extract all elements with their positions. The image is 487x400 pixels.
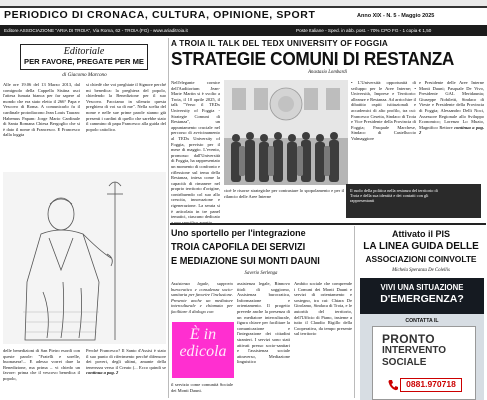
sportello-text-col1-bottom: il servizio come comunità Sociale dei Monti Dauni. <box>171 382 233 393</box>
editorial-header-box <box>20 44 148 70</box>
masthead-tagline: PERIODICO DI CRONACA, CULTURA, OPINIONE, SPORT <box>4 9 316 21</box>
editorial-text-left: Alle ore 19.06 del 13 Marzo 2013, dal comignolo della Cappella Sistina usci l'attesa fumata bianca per far sapere al mondo che era stato eletto il 266° Papa e Vescovo di Roma. A comunicarlo fu il cardinale protodiacono Jean Louis Tauran: Habemus Papam: Jorge Mario Cardinale di Santa Romana Chiesa Bergoglio che si è dato il nome di Francesco. E Francesco dalla loggia <box>3 82 80 138</box>
masthead-band <box>0 0 487 8</box>
publisher-info: Editore ASSOCIAZIONE "ARIA DI TROIA", Via Roma, 62 - TROIA (FG) - www.ariaditroia.it <box>4 28 188 33</box>
tedx-text-bottom: cioè le risorse strategiche per contrastare lo spopolamento e per il rilancio delle Aree Interne <box>224 188 344 199</box>
edicola-text: È in edicola <box>179 326 227 360</box>
editorial-continue-link[interactable]: continua a pag. 2 <box>86 370 119 376</box>
sportello-kicker: Uno sportello per l'integrazione <box>171 228 306 238</box>
sportello-title-line2: E MEDIAZIONE SUI MONTI DAUNI <box>171 255 320 267</box>
pis-author: Michela Speranza De Colellis <box>392 268 450 273</box>
editorial-text-bottom-left: delle benedizioni di San Pietro esordì con queste parole: "Fratelli e sorelle, buonasera!... E adesso vorrei dare la Benedizione, ma prima – vi chiedo un favore: prima che il vescovo benedica il popolo, <box>3 348 80 381</box>
tedx-text-col3-body: e Presidente delle Aree Interne Monti Dauni; Pasquale De Vivo, Presidente GAL Meridaunia; Giuseppe Nobiletti, Sindaco di Vieste e Presidente della Provincia di Foggia; Alessandro Delli Noci, Assessore Regionale allo Sviluppo Economico; Lorenzo Lo Muzio, Magnifico Rettore <box>419 80 484 130</box>
phone-icon <box>388 379 398 391</box>
advert-brand-line1: PRONTO <box>382 332 435 346</box>
tedx-author: Anastasio Lombardi <box>308 70 347 75</box>
advert-brand-line3: SOCIALE <box>382 357 427 368</box>
tedx-title: STRATEGIE COMUNI DI RESTANZA <box>171 48 455 69</box>
editorial-author: di Giacomo Marcono <box>62 72 107 78</box>
editorial-text-right: si chiedè che voi preghiate il Signore perché mi benedica: la preghiera del popolo, chiedendo la Benedizione per il suo Vescovo. Facciamo in silenzio questa preghiera di voi su di me". Nella scelta del nome e nelle sue prime parole stanno già presenti i cardini di quello che sarebbe stato il cammino di papa Francesco alla guida del popolo cattolico. <box>86 82 166 132</box>
sportello-lead: Assistenza legale, supporto burocratico e consulenza socio-sanitaria per favorire l'inclusione. Presente anche un mediatore interculturale e chiamata per facilitare il dialogo con <box>171 281 233 314</box>
tedx-text-col1: Nell'elegante cornice dell'Auditorium Jean-Marie Martin si è svolto a Troia, il 10 aprile 2025, il talk "Verso il TEDx University of Foggia - Strategie Comuni di Restanza", un appuntamento cruciale nel percorso di avvicinamento al TEDx University of Foggia, previsto per il mese di maggio. L'evento, promosso dall'Università di Foggia, ha rappresentato un momento di confronto e riflessione sul tema della Restanza, intesa come la capacità di rimanere nel proprio territorio d'origine, contribuendo col suo allo crescita, innovazione e rigenerazione. La serata si è articolata in tre panel tematici, ciascuno dedicato <box>171 80 220 220</box>
advert-phone-number[interactable]: 0881.970718 <box>406 379 456 389</box>
advert-contact-label: CONTATTA IL <box>405 318 439 324</box>
column-separator <box>354 226 355 398</box>
publisher-infobar <box>0 25 487 36</box>
advert-brand-line2: INTERVENTO <box>382 345 447 356</box>
editorial-kicker: Editoriale <box>63 46 105 57</box>
section-divider <box>170 223 486 225</box>
sportello-text-col3: Ambito sociale che comprende i Comuni dei Monti Dauni e servizi di orientamento e sostegno, tra cui: Chiara De Girolamo, Sindaca di Troia, e le autorità del territorio, dell'Ufficio di Piano, insieme a tutto il Claudio Rigillo della Cooperativa, da tempo presente sul territorio <box>294 281 352 337</box>
sportello-author: Saverio Serlenga <box>244 271 278 276</box>
tedx-group-photo <box>224 80 348 185</box>
pis-title-line2: ASSOCIAZIONI COINVOLTE <box>365 254 477 264</box>
editorial-text-bottom-right-body: Perché Francesco? Il Santo d'Assisi è stato il suo punto di riferimento perché difensore dei poveri, degli ultimi, amante della tenerezza verso il Creato (... Ecco quindi se <box>86 348 166 370</box>
tedx-continue-link[interactable]: continua a pag. 2 <box>419 124 484 136</box>
tedx-kicker: A TROIA IL TALK DEL TEDX UNIVERSITY OF FOGGIA <box>171 39 389 48</box>
editorial-title: PER FAVORE, PREGATE PER ME <box>24 57 144 66</box>
advert-line1: VIVI UNA SITUAZIONE <box>380 283 464 292</box>
advert-line2: D'EMERGENZA? <box>380 293 464 305</box>
editorial-column <box>3 40 166 396</box>
tedx-text-col2: • L'Università: opportunità di sviluppo per le Aree Interne; • Università, Imprese e Territorio: alleanze e Restanza. Ad arricchire il dibattito ospiti istituzionali e accademici di alto profilo, tra cui: Francesco Cesetta, Sindaco di Troia e Vice Presidente della Provincia di Foggia; Pasquale Marchese, Sindaco di Castelluccio Valmaggiore <box>351 80 416 141</box>
editorial-text-bottom-right <box>86 348 166 392</box>
column-separator <box>168 38 169 398</box>
issue-number: Anno XIX - N. 5 - Maggio 2025 <box>357 13 435 19</box>
sportello-title-line1: TROIA CAPOFILA DEI SERVIZI <box>171 241 306 253</box>
postal-info: Poste Italiane - Sped. in abb. post. - 70% CPO FG - 1 copia € 1,50 <box>296 28 432 33</box>
tedx-text-col3 <box>419 80 484 216</box>
pis-kicker: Attivato il PIS <box>391 229 450 239</box>
tedx-photo-caption: Il ruolo della politica nella restanza del territorio di Troia e della sua identità e dei contatti con gli rappresentanti <box>350 188 438 204</box>
sportello-text-col2: assistenza legale, Rinnovo titoli di soggiorno, Assistenza burocratica, Informazione e orientamento. Il progetto prevede anche la presenza di un mediatore interculturale, figura chiave per facilitare la comunicazione e l'integrazione dei cittadini stranieri. I servizi sono stati attivati presso socio-sanitari e l'assistenza sociale attraverso, Mediazione linguistico <box>237 281 290 365</box>
pis-title-line1: LA LINEA GUIDA DELLE <box>363 241 479 252</box>
pope-illustration <box>3 172 166 344</box>
